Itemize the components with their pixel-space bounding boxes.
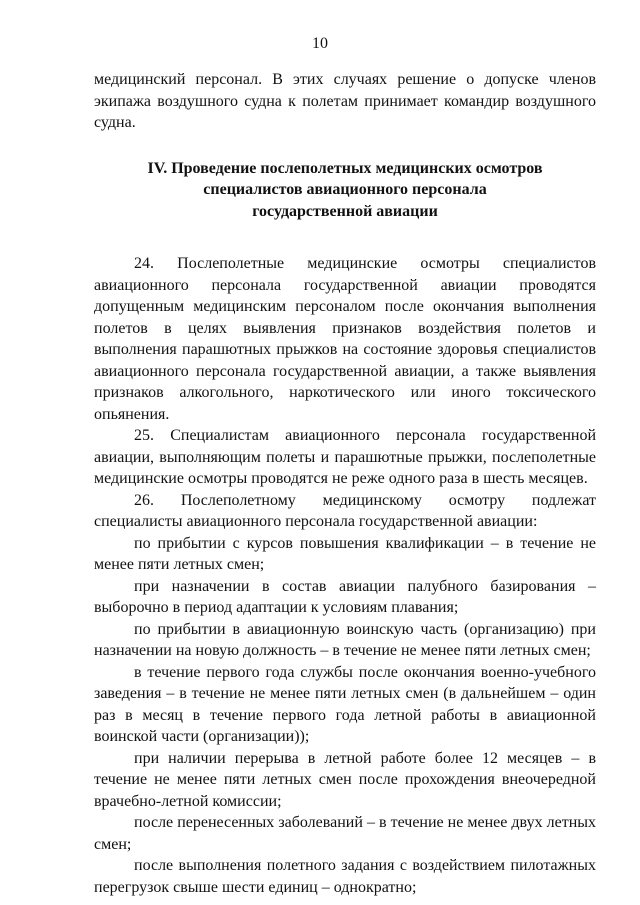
list-item: в течение первого года службы после окончания военно-учебного заведения – в течение не менее пяти летных смен (в дальнейшем – один раз в месяц в течение первого года летной работы в авиационной воинской части (организации)); — [94, 663, 596, 745]
list-item: при наличии перерыва в летной работе более 12 месяцев – в течение не менее пяти летных смен после прохождения внеочередной врачебно-летной комиссии; — [94, 749, 596, 810]
list-item: после перенесенных заболеваний – в течение не менее двух летных смен; — [94, 814, 596, 853]
list-item: после выполнения полетного задания с воздействием пилотажных перегрузок свыше шести единиц – однократно; — [94, 857, 596, 896]
intro-paragraph: медицинский персонал. В этих случаях решение о допуске членов экипажа воздушного судна к полетам принимает командир воздушного судна. — [94, 71, 596, 131]
list-item: по прибытии в авиационную воинскую часть (организацию) при назначении на новую должность – в течение не менее пяти летных смен; — [94, 620, 596, 659]
section-heading-line: специалистов авиационного персонала — [203, 181, 487, 198]
paragraph-26: 26. Послеполетному медицинскому осмотру подлежат специалисты авиационного персонала государственной авиации: — [94, 491, 596, 530]
list-item: при назначении в состав авиации палубного базирования – выборочно в период адаптации к условиям плавания; — [94, 577, 596, 616]
section-heading — [94, 158, 596, 223]
section-heading-line: IV. Проведение послеполетных медицинских осмотров — [147, 159, 543, 177]
section-heading-line: государственной авиации — [252, 202, 438, 220]
list-item: по прибытии с курсов повышения квалификации – в течение не менее пяти летных смен; — [94, 534, 596, 573]
paragraph-24: 24. Послеполетные медицинские осмотры специалистов авиационного персонала государственной авиации проводятся допущенным медицинским персоналом после окончания выполнения полетов в целях выявления признаков воздействия полетов и выполнения парашютных прыжков на состояние здоровья специалистов авиационного персонала государственной авиации, а также выявления признаков алкогольного, наркотического или иного токсического опьянения. — [94, 255, 596, 423]
page-content — [94, 69, 596, 898]
page-number: 10 — [312, 35, 328, 52]
paragraph-25: 25. Специалистам авиационного персонала государственной авиации, выполняющим полеты и парашютные прыжки, послеполетные медицинские осмотры проводятся не реже одного раза в шесть месяцев. — [94, 427, 596, 487]
